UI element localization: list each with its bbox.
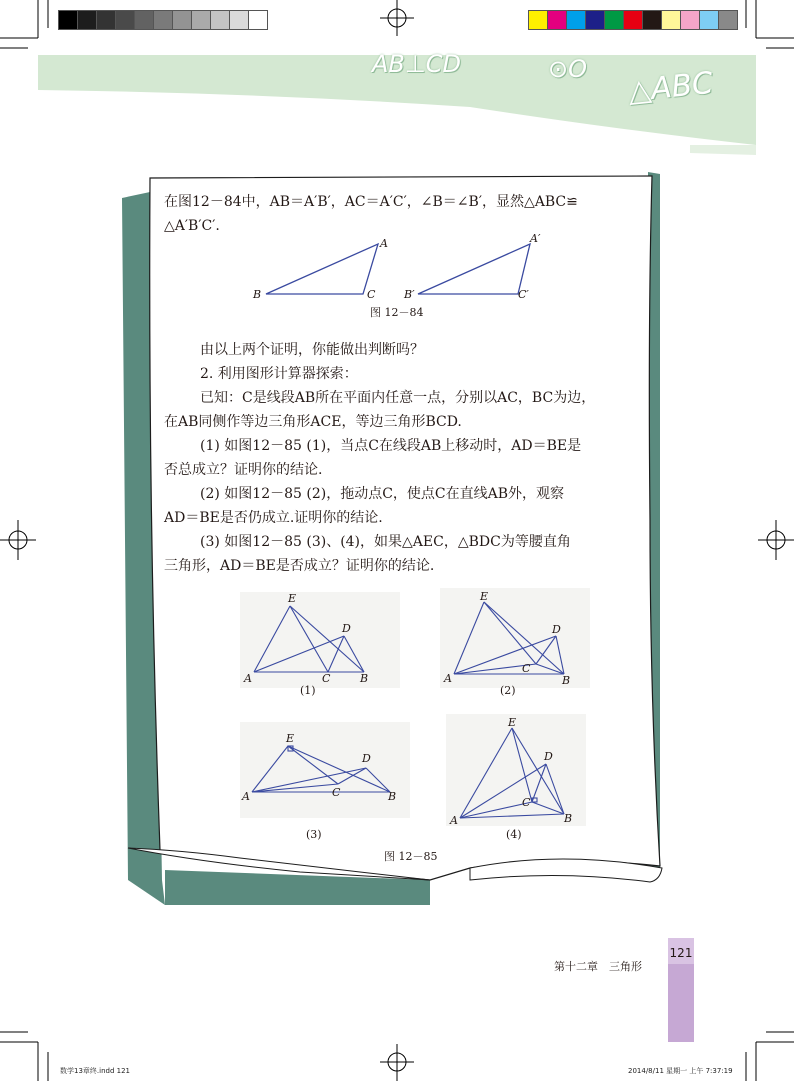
subfigure-4-label: (4) [506, 828, 522, 841]
paragraph-given-line1: 已知：C是线段AB所在平面内任意一点，分别以AC，BC为边， [200, 390, 596, 406]
paragraph-congruence-line2: △A′B′C′. [164, 218, 220, 234]
label-a: A [244, 672, 252, 685]
figure-12-85-4 [446, 714, 586, 826]
paragraph-given-line2: 在AB同侧作等边三角形ACE，等边三角形BCD. [164, 414, 462, 430]
figure-12-84 [250, 230, 550, 302]
paragraph-question: 由以上两个证明，你能做出判断吗？ [200, 342, 424, 358]
label-e: E [508, 716, 517, 729]
paragraph-q2-line1: (2) 如图12－85 (2)，拖动点C，使点C在直线AB外，观察 [200, 486, 565, 502]
label-b: B [562, 674, 571, 687]
label-d: D [544, 750, 553, 763]
figure-12-84-caption: 图 12－84 [370, 306, 424, 319]
label-b: B [253, 288, 262, 301]
paragraph-q1-line2: 否总成立？证明你的结论. [164, 462, 323, 478]
banner-formula-perpendicular: AB⊥CD [372, 50, 462, 78]
label-a: A [444, 672, 452, 685]
chapter-title: 第十二章 三角形 [554, 960, 642, 973]
label-a: A [242, 790, 250, 803]
label-e: E [288, 592, 297, 605]
label-d: D [342, 622, 351, 635]
label-a-prime: A′ [530, 232, 541, 245]
triangle-abc-prime [418, 244, 530, 294]
banner-formula-triangle: △ABC [626, 65, 715, 110]
label-a: A [380, 237, 388, 250]
label-d: D [362, 752, 371, 765]
figure-12-85-caption: 图 12－85 [384, 850, 438, 863]
page-number: 121 [668, 938, 694, 964]
label-c: C [522, 796, 531, 809]
figure-12-85-1 [240, 592, 400, 688]
triangle-abc [266, 244, 378, 294]
label-d: D [552, 623, 561, 636]
label-c: C [367, 288, 376, 301]
label-c: C [332, 786, 341, 799]
paragraph-congruence-line1: 在图12－84中，AB＝A′B′，AC＝A′C′，∠B＝∠B′，显然△ABC≌ [164, 194, 578, 210]
subfigure-2-label: (2) [500, 684, 516, 697]
paragraph-q3-line2: 三角形，AD＝BE是否成立？证明你的结论. [164, 558, 435, 574]
figure-12-85-3 [240, 722, 410, 818]
label-b: B [360, 672, 369, 685]
label-e: E [480, 590, 489, 603]
paragraph-q2-line2: AD＝BE是否仍成立.证明你的结论. [164, 510, 383, 526]
paragraph-q1-line1: (1) 如图12－85 (1)，当点C在线段AB上移动时，AD＝BE是 [200, 438, 582, 454]
label-e: E [286, 732, 295, 745]
banner-formula-circle: ⊙O [548, 55, 587, 83]
label-c: C [522, 662, 531, 675]
label-c: C [322, 672, 331, 685]
label-b-prime: B′ [404, 288, 415, 301]
figure-12-85-2 [440, 588, 590, 688]
label-c-prime: C′ [518, 288, 529, 301]
paragraph-explore-heading: 2. 利用图形计算器探索： [200, 366, 358, 382]
label-b: B [388, 790, 397, 803]
subfigure-1-label: (1) [300, 684, 316, 697]
label-b: B [564, 812, 573, 825]
subfigure-3-label: (3) [306, 828, 322, 841]
paragraph-q3-line1: (3) 如图12－85 (3)、(4)，如果△AEC，△BDC为等腰直角 [200, 534, 571, 550]
file-info: 数学13章终.indd 121 [60, 1067, 130, 1075]
page-tab [668, 938, 694, 1042]
label-a: A [450, 814, 458, 826]
date-info: 2014/8/11 星期一 上午 7:37:19 [628, 1067, 733, 1075]
